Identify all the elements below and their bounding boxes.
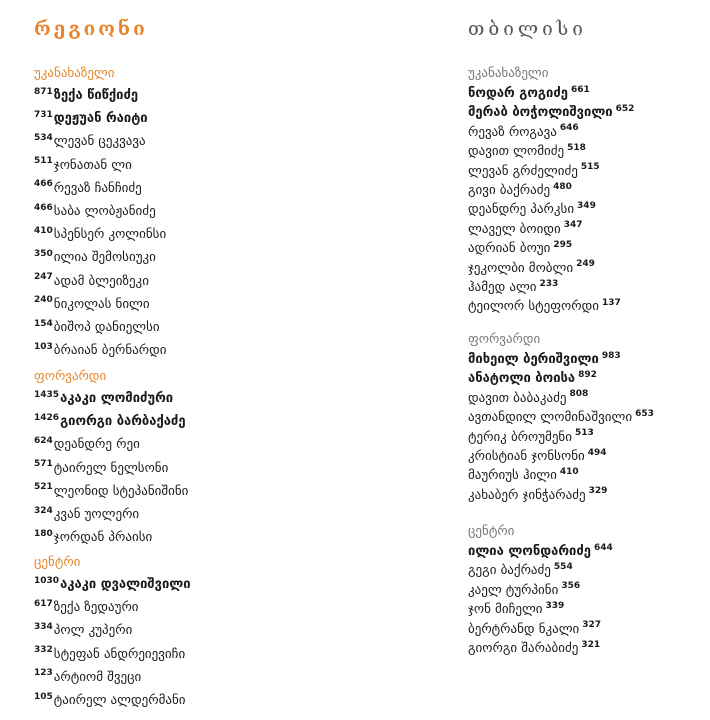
player-name: სტეფან ანდრეიევიჩი — [53, 646, 186, 662]
player-row — [34, 223, 167, 246]
player-name: ლაველ ბოიდი — [468, 221, 561, 237]
regions-section-forward — [34, 367, 188, 549]
player-score: 410 — [559, 467, 579, 478]
player-name: ჯონათან ლი — [53, 157, 132, 173]
player-score: 240 — [34, 295, 53, 306]
player-score: 644 — [593, 542, 613, 553]
player-row — [34, 387, 188, 410]
player-score: 105 — [34, 691, 53, 702]
player-name: მერაბ ბოჭოლიშვილი — [468, 105, 613, 121]
player-score: 731 — [34, 109, 53, 120]
player-score: 571 — [34, 459, 53, 470]
player-name: ზექა წიწქიძე — [53, 88, 139, 103]
player-row — [34, 666, 191, 689]
player-score: 349 — [577, 201, 596, 212]
player-name: სპენსერ კოლინსი — [53, 227, 167, 243]
player-name: ლეონიდ სტეპანიშინი — [53, 483, 189, 499]
player-score: 154 — [34, 318, 53, 329]
player-row — [34, 316, 167, 339]
player-row — [468, 350, 654, 369]
player-name: ანატოლი ბოისა — [468, 371, 576, 387]
player-score: 233 — [539, 278, 559, 289]
player-name: აკაკი ლომიძური — [60, 391, 174, 406]
player-name: ილია შემოსიუკი — [53, 250, 156, 266]
player-row — [34, 410, 188, 433]
player-name: დავით ბაბაკაძე — [468, 390, 567, 406]
player-score: 466 — [34, 179, 53, 190]
player-score: 534 — [34, 133, 53, 144]
player-row — [468, 220, 634, 239]
player-row — [468, 447, 654, 466]
player-row — [468, 542, 613, 561]
player-name: კვან უოლერი — [53, 506, 140, 522]
player-name: ტაირელ ნელსონი — [53, 460, 169, 476]
player-row — [468, 369, 654, 388]
player-row — [34, 154, 167, 177]
player-row — [34, 596, 191, 619]
player-name: ტაირელ ალდერმანი — [53, 692, 186, 708]
player-score: 652 — [615, 104, 635, 115]
player-score: 518 — [567, 142, 586, 153]
player-name: გეგი ბაქრაძე — [468, 563, 551, 579]
player-row — [468, 600, 613, 619]
player-row — [34, 689, 191, 712]
player-name: ჯონ მიჩელი — [468, 602, 543, 618]
player-row — [468, 162, 634, 181]
player-row — [468, 123, 634, 142]
player-name: დავით ლომიძე — [468, 144, 565, 160]
player-score: 180 — [34, 528, 53, 539]
player-name: ჯეკოლბი მობლი — [468, 260, 574, 276]
player-row — [468, 639, 613, 658]
player-row — [468, 466, 654, 485]
player-name: გივი ბაქრაძე — [468, 182, 551, 198]
player-score: 513 — [574, 428, 594, 439]
player-name: მაურიუს ჰილი — [468, 468, 557, 484]
player-name: დეჟუან რაიტი — [53, 111, 148, 127]
player-score: 661 — [570, 84, 590, 95]
player-score: 321 — [581, 639, 601, 650]
player-row — [468, 103, 634, 122]
player-name: ნოდარ გოგიძე — [468, 86, 568, 101]
player-score: 494 — [587, 447, 607, 458]
player-score: 1030 — [34, 575, 60, 586]
player-row — [34, 433, 188, 456]
player-row — [34, 293, 167, 316]
player-row — [34, 526, 188, 549]
player-row — [468, 581, 613, 600]
tbilisi-section-backcourt — [468, 64, 634, 317]
player-row — [468, 408, 654, 427]
player-row — [34, 457, 188, 480]
player-name: ადრიან ბოუი — [468, 241, 551, 257]
tbilisi-heading: თბილისი — [468, 18, 587, 40]
player-row — [468, 297, 634, 316]
player-name: ჯორდან პრაისი — [53, 530, 153, 546]
tbilisi-section-forward — [468, 330, 654, 505]
player-name: ტერიკ ბროუმენი — [468, 429, 572, 445]
player-name: ბრაიან ბერნარდი — [53, 343, 167, 359]
player-score: 646 — [559, 123, 579, 134]
player-name: ავთანდილ ლომინაშვილი — [468, 410, 633, 426]
player-score: 347 — [563, 220, 583, 231]
player-score: 334 — [34, 622, 53, 633]
player-row — [468, 142, 634, 161]
player-score: 554 — [553, 562, 573, 573]
player-name: ილია ლონდარიძე — [468, 544, 591, 559]
player-score: 329 — [588, 486, 608, 497]
player-row — [468, 200, 634, 219]
player-name: არტიომ შვეცი — [53, 669, 142, 685]
player-score: 356 — [561, 581, 581, 592]
player-row — [34, 270, 167, 293]
player-name: დეანდრე რეი — [53, 437, 140, 453]
tbilisi-section-center — [468, 522, 613, 658]
player-row — [34, 573, 191, 596]
player-row — [34, 107, 167, 130]
player-row — [468, 181, 634, 200]
section-title: ფორვარდი — [34, 369, 107, 384]
player-score: 983 — [601, 350, 621, 361]
player-score: 247 — [34, 272, 53, 283]
section-title: ცენტრი — [34, 555, 81, 570]
player-row — [468, 389, 654, 408]
player-name: საბა ლობჟანიძე — [53, 203, 156, 219]
player-name: პოლ კუპერი — [53, 623, 133, 639]
player-name: ბერტრანდ ნკალი — [468, 621, 580, 637]
player-score: 808 — [569, 389, 589, 400]
player-row — [34, 480, 188, 503]
player-score: 653 — [635, 408, 654, 419]
player-row — [468, 259, 634, 278]
player-score: 624 — [34, 436, 53, 447]
player-name: ბიშოპ დანიელსი — [53, 319, 160, 335]
regions-heading: რეგიონი — [34, 18, 148, 40]
player-score: 249 — [576, 259, 595, 270]
player-name: კაელ ტურპინი — [468, 582, 559, 598]
player-name: რევაზ როგავა — [468, 124, 557, 140]
player-name: ჰამედ ალი — [468, 279, 537, 295]
player-score: 137 — [601, 297, 621, 308]
player-score: 480 — [553, 181, 572, 192]
player-score: 892 — [578, 370, 597, 381]
player-row — [468, 620, 613, 639]
player-score: 324 — [34, 505, 53, 516]
player-score: 617 — [34, 598, 53, 609]
player-name: მიხეილ ბერიშვილი — [468, 352, 599, 367]
player-name: გიორგი ბარბაქაძე — [60, 414, 186, 430]
player-name: კახაბერ ჯინჭარაძე — [468, 487, 586, 503]
player-score: 521 — [34, 482, 53, 493]
player-name: ადამ ბლეიზეკი — [53, 273, 149, 289]
section-title: უკანახაზელი — [468, 66, 549, 81]
section-title: ცენტრი — [468, 524, 515, 539]
section-title: უკანახაზელი — [34, 66, 115, 81]
player-row — [34, 339, 167, 362]
player-name: კრისტიან ჯონსონი — [468, 448, 585, 464]
player-score: 327 — [582, 620, 602, 631]
player-row — [468, 486, 654, 505]
player-name: გიორგი შარაბიძე — [468, 640, 579, 656]
player-name: ლევან ცეკვავა — [53, 134, 146, 150]
player-score: 410 — [34, 225, 53, 236]
player-score: 1426 — [34, 412, 60, 423]
player-score: 295 — [553, 239, 573, 250]
player-score: 511 — [34, 156, 53, 167]
player-row — [34, 503, 188, 526]
player-name: აკაკი დვალიშვილი — [60, 577, 191, 592]
player-row — [468, 561, 613, 580]
player-row — [34, 246, 167, 269]
player-score: 350 — [34, 248, 53, 259]
player-row — [468, 428, 654, 447]
player-row — [468, 84, 634, 103]
player-name: ზექა ზედაური — [53, 600, 139, 616]
player-name: რევაზ ჩანჩიძე — [53, 180, 142, 196]
player-name: ნიკოლას ნილი — [53, 296, 150, 312]
player-score: 871 — [34, 86, 53, 97]
player-row — [468, 278, 634, 297]
player-score: 1435 — [34, 389, 60, 400]
player-row — [34, 200, 167, 223]
player-score: 103 — [34, 341, 53, 352]
player-row — [34, 84, 167, 107]
player-score: 339 — [545, 600, 565, 611]
player-score: 123 — [34, 668, 53, 679]
player-row — [34, 619, 191, 642]
player-score: 332 — [34, 645, 53, 656]
player-row — [34, 130, 167, 153]
regions-section-backcourt — [34, 64, 167, 362]
section-title: ფორვარდი — [468, 332, 541, 347]
player-name: დეანდრე პარკსი — [468, 202, 575, 218]
player-row — [468, 239, 634, 258]
player-row — [34, 177, 167, 200]
player-name: ტეილორ სტეფორდი — [468, 299, 599, 315]
player-row — [34, 643, 191, 666]
regions-section-center — [34, 553, 191, 712]
player-name: ლევან გრძელიძე — [468, 163, 578, 179]
player-score: 466 — [34, 202, 53, 213]
player-score: 515 — [580, 162, 600, 173]
